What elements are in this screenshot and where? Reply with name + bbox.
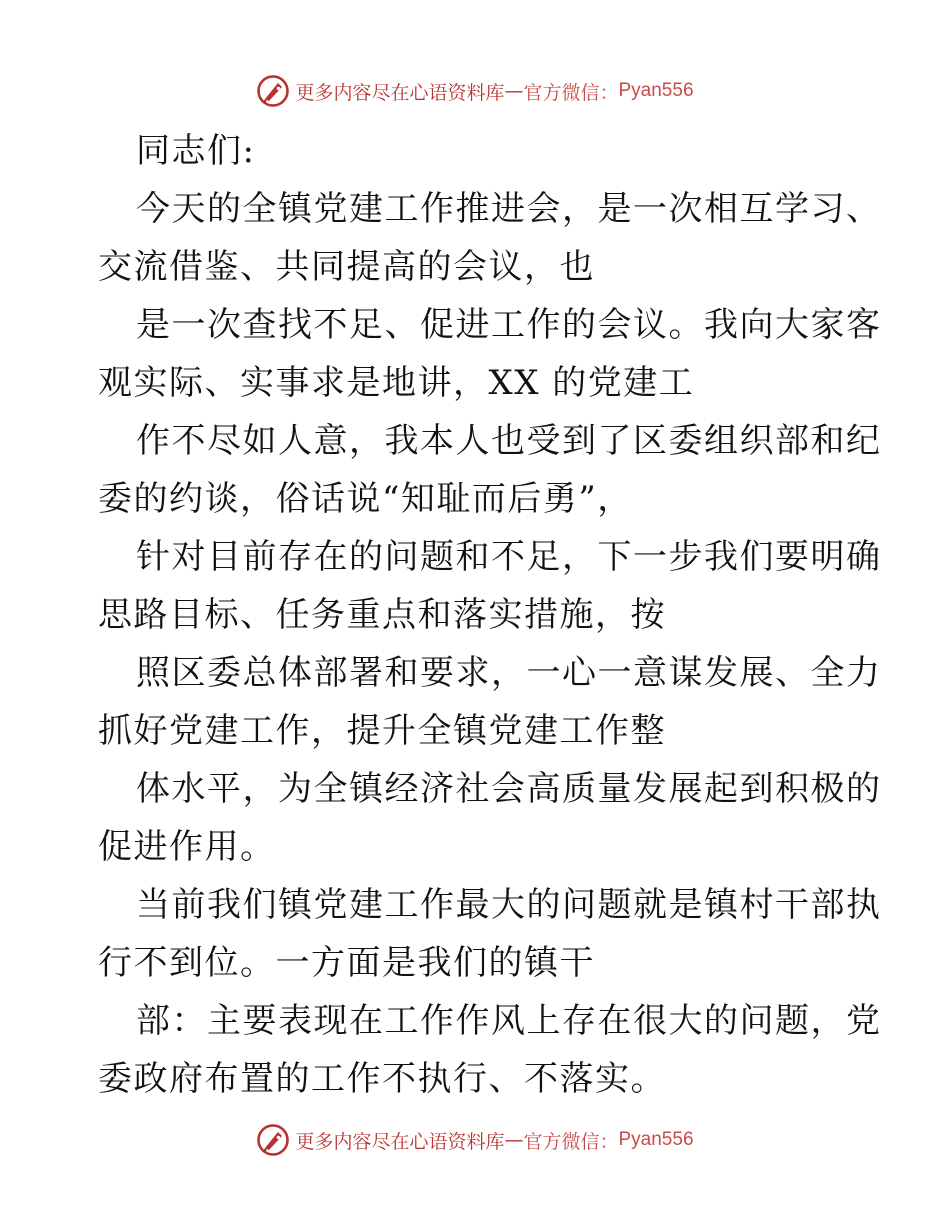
body-line: 委政府布置的工作不执行、不落实。 xyxy=(98,1059,666,1099)
body-line: 是一次查找不足、促进工作的会议。我向大家客 xyxy=(136,305,882,345)
document-body xyxy=(98,122,882,1108)
body-line: 交流借鉴、共同提高的会议，也 xyxy=(98,247,595,287)
body-line: 体水平，为全镇经济社会高质量发展起到积极的 xyxy=(136,769,882,809)
pen-logo-icon xyxy=(256,1123,290,1157)
body-line: 委的约谈，俗话说“知耻而后勇”， xyxy=(98,479,633,519)
body-line: 部：主要表现在工作作风上存在很大的问题，党 xyxy=(136,1001,882,1041)
footer-wechat-id: Pyan556 xyxy=(618,1129,694,1150)
body-line: 行不到位。一方面是我们的镇干 xyxy=(98,943,595,983)
body-line: 思路目标、任务重点和落实措施，按 xyxy=(98,595,666,635)
footer-separator: — xyxy=(504,1129,524,1151)
body-line: 今天的全镇党建工作推进会，是一次相互学习、 xyxy=(136,189,882,229)
footer-watermark xyxy=(0,1120,950,1160)
body-line: 当前我们镇党建工作最大的问题就是镇村干部执 xyxy=(136,885,882,925)
body-line: 针对目前存在的问题和不足，下一步我们要明确 xyxy=(136,537,882,577)
pen-logo-icon xyxy=(256,74,290,108)
header-wechat-label: 官方微信： xyxy=(523,81,619,104)
body-line: 同志们: xyxy=(136,131,256,171)
body-line: 作不尽如人意，我本人也受到了区委组织部和纪 xyxy=(136,421,882,461)
header-brand-text: 更多内容尽在心语资料库 xyxy=(295,81,505,104)
body-line: 观实际、实事求是地讲，XX 的党建工 xyxy=(98,363,695,403)
header-separator: — xyxy=(504,80,524,102)
footer-wechat-label: 官方微信： xyxy=(523,1130,619,1153)
body-line: 促进作用。 xyxy=(98,827,276,867)
header-watermark xyxy=(0,71,950,111)
body-line: 抓好党建工作，提升全镇党建工作整 xyxy=(98,711,666,751)
footer-brand-text: 更多内容尽在心语资料库 xyxy=(295,1130,505,1153)
header-wechat-id: Pyan556 xyxy=(618,80,694,101)
body-line: 照区委总体部署和要求，一心一意谋发展、全力 xyxy=(136,653,882,693)
